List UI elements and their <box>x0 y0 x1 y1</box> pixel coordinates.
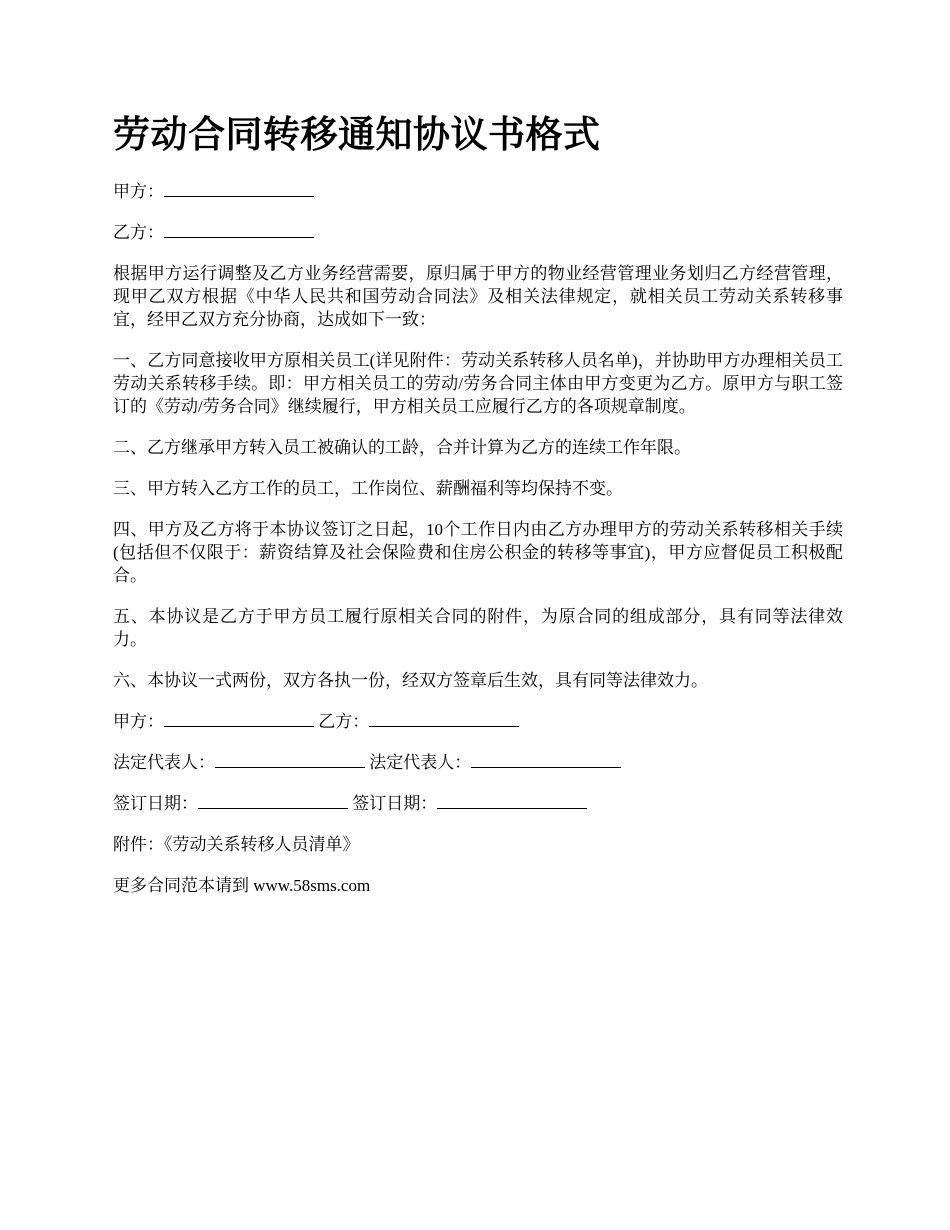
clause-6: 六、本协议一式两份，双方各执一份，经双方签章后生效，具有同等法律效力。 <box>113 671 708 690</box>
clause-5: 五、本协议是乙方于甲方员工履行原相关合同的附件，为原合同的组成部分，具有同等法律效力。 <box>113 607 843 649</box>
signature-date-line <box>113 792 843 815</box>
legal-rep-a-label: 法定代表人： <box>113 753 215 772</box>
date-a-blank <box>198 794 348 809</box>
footer-line: 更多合同范本请到 www.58sms.com <box>113 876 371 895</box>
party-a-label: 甲方： <box>113 182 164 201</box>
legal-rep-b-label: 法定代表人： <box>369 753 472 772</box>
party-b-label: 乙方： <box>113 223 164 242</box>
legal-rep-b-blank <box>471 753 621 768</box>
date-b-blank <box>437 794 587 809</box>
sign-party-a-blank <box>164 712 314 727</box>
attachment-line: 附件：《劳动关系转移人员清单》 <box>113 835 360 854</box>
clause-1: 一、乙方同意接收甲方原相关员工(详见附件：劳动关系转移人员名单)，并协助甲方办理相关员工劳动关系转移手续。即：甲方相关员工的劳动/劳务合同主体由甲方变更为乙方。原甲方与职工签订的《劳动/劳务合同》继续履行，甲方相关员工应履行乙方的各项规章制度。 <box>113 351 843 416</box>
clause-4: 四、甲方及乙方将于本协议签订之日起，10个工作日内由乙方办理甲方的劳动关系转移相关手续(包括但不仅限于：薪资结算及社会保险费和住房公积金的转移等事宜)，甲方应督促员工积极配合。 <box>113 520 843 585</box>
legal-rep-a-blank <box>215 753 365 768</box>
party-a-blank <box>164 182 314 197</box>
sign-party-b-label: 乙方： <box>318 712 370 731</box>
party-b-blank <box>164 223 314 238</box>
sign-party-b-blank <box>369 712 519 727</box>
clause-2: 二、乙方继承甲方转入员工被确认的工龄，合并计算为乙方的连续工作年限。 <box>113 438 691 457</box>
document-title: 劳动合同转移通知协议书格式 <box>113 115 601 156</box>
document-page <box>113 110 843 915</box>
sign-party-a-label: 甲方： <box>113 712 164 731</box>
date-a-label: 签订日期： <box>113 794 198 813</box>
intro-paragraph: 根据甲方运行调整及乙方业务经营需要，原归属于甲方的物业经营管理业务划归乙方经营管理，现甲乙双方根据《中华人民共和国劳动合同法》及相关法律规定，就相关员工劳动关系转移事宜，经甲乙双方充分协商，达成如下一致： <box>113 264 843 329</box>
date-b-label: 签订日期： <box>352 794 438 813</box>
party-b-line <box>113 221 843 244</box>
clause-3: 三、甲方转入乙方工作的员工，工作岗位、薪酬福利等均保持不变。 <box>113 479 623 498</box>
signature-legal-rep-line <box>113 751 843 774</box>
signature-party-line <box>113 710 843 733</box>
party-a-line <box>113 180 843 203</box>
